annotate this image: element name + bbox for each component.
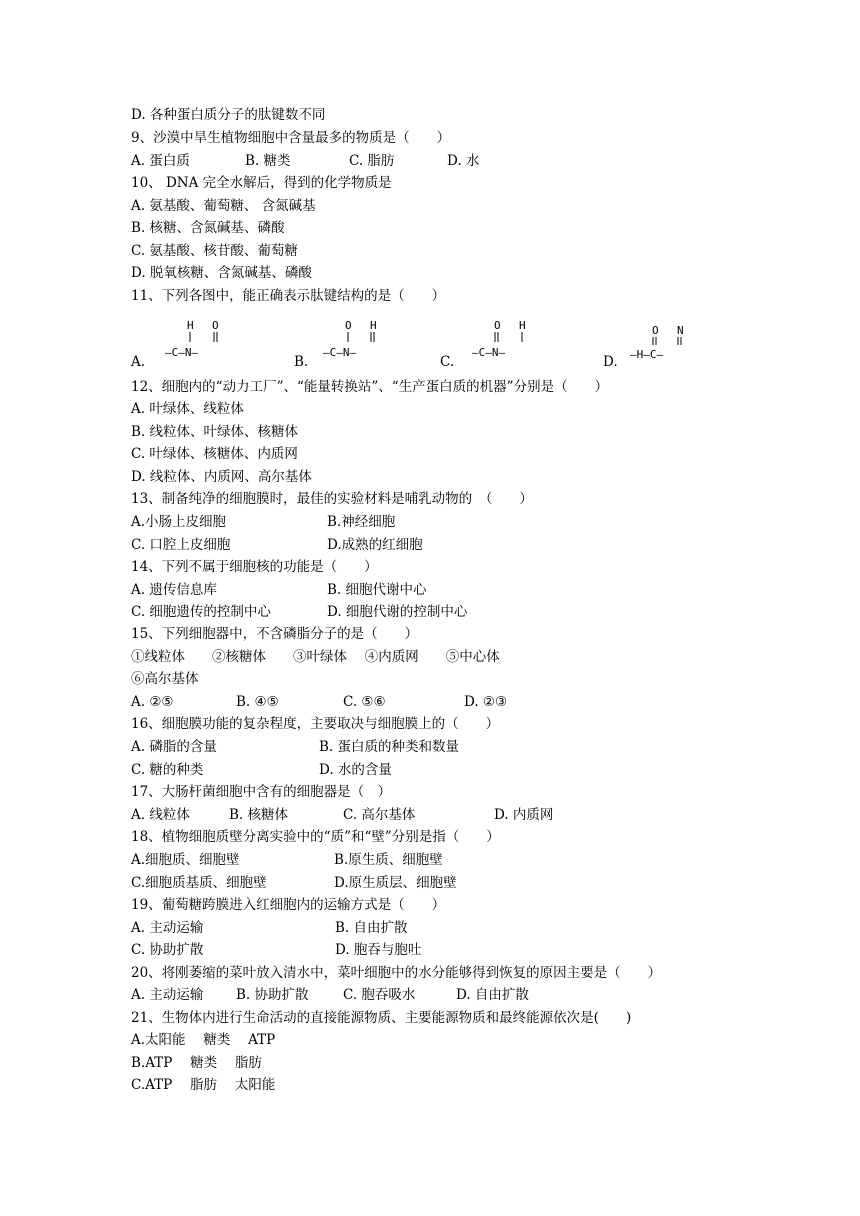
question-9: 9、沙漠中旱生植物细胞中含量最多的物质是（ ） — [131, 130, 451, 146]
question-18: 18、植物细胞质壁分离实验中的“质”和“壁”分别是指（ ） — [131, 829, 500, 845]
question-10: 10、 DNA 完全水解后，得到的化学物质是 — [131, 175, 392, 191]
q15-option-c: C. ⑤⑥ — [343, 694, 386, 710]
question-13: 13、制备纯净的细胞膜时，最佳的实验材料是哺乳动物的 （ ） — [131, 491, 533, 507]
q9-option-c: C. 脂肪 — [349, 153, 395, 169]
q14-option-d: D. 细胞代谢的控制中心 — [327, 604, 468, 620]
struct-a-top2: O — [212, 319, 219, 332]
q14-option-b: B. 细胞代谢中心 — [327, 582, 427, 598]
q15-organelle-list-cont: ⑥高尔基体 — [131, 671, 199, 687]
q16-option-a: A. 磷脂的含量 — [131, 739, 217, 755]
q11-option-c-label: C. — [440, 354, 455, 370]
q19-option-c: C. 协助扩散 — [131, 942, 204, 958]
peptide-structure-a — [165, 318, 245, 366]
struct-c-chain: —C—N— — [472, 346, 506, 359]
q11-option-a-label: A. — [131, 354, 146, 370]
q19-option-b: B. 自由扩散 — [335, 920, 408, 936]
q11-option-d-label: D. — [603, 354, 618, 370]
q21-option-a: A.太阳能 糖类 ATP — [131, 1032, 276, 1048]
q20-option-c: C. 胞吞吸水 — [343, 987, 416, 1003]
question-21: 21、生物体内进行生命活动的直接能源物质、主要能源物质和最终能源依次是( ) — [131, 1010, 632, 1026]
q15-option-a: A. ②⑤ — [131, 694, 174, 710]
q20-option-b: B. 协助扩散 — [236, 987, 309, 1003]
struct-d-chain: —H—C— — [630, 348, 664, 361]
q12-option-d: D. 线粒体、内质网、高尔基体 — [131, 469, 312, 485]
q11-option-b-label: B. — [294, 354, 309, 370]
q13-option-c: C. 口腔上皮细胞 — [131, 537, 231, 553]
q10-option-d: D. 脱氧核糖、含氮碱基、磷酸 — [131, 265, 312, 281]
struct-b-top1: O — [345, 319, 352, 332]
question-17: 17、大肠杆菌细胞中含有的细胞器是（ ） — [131, 784, 392, 800]
q14-option-a: A. 遗传信息库 — [131, 582, 217, 598]
struct-c-top2: H — [519, 319, 526, 332]
q17-option-a: A. 线粒体 — [131, 807, 190, 823]
q12-option-b: B. 线粒体、叶绿体、核糖体 — [131, 424, 299, 440]
question-20: 20、将刚萎缩的菜叶放入清水中，菜叶细胞中的水分能够得到恢复的原因主要是（ ） — [131, 965, 662, 981]
question-12: 12、细胞内的“动力工厂”、“能量转换站”、“生产蛋白质的机器”分别是（ ） — [131, 379, 609, 395]
q21-option-b: B.ATP 糖类 脂肪 — [131, 1055, 262, 1071]
q16-option-c: C. 糖的种类 — [131, 762, 204, 778]
q12-option-a: A. 叶绿体、线粒体 — [131, 401, 244, 417]
q18-option-d: D.原生质层、细胞壁 — [334, 875, 457, 891]
q15-organelle-list: ①线粒体 ②核糖体 ③叶绿体 ④内质网 ⑤中心体 — [131, 649, 500, 665]
q15-option-d: D. ②③ — [464, 694, 508, 710]
q10-option-c: C. 氨基酸、核苷酸、葡萄糖 — [131, 243, 298, 259]
struct-b-chain: —C—N— — [323, 346, 357, 359]
q9-option-b: B. 糖类 — [245, 153, 291, 169]
q18-option-a: A.细胞质、细胞壁 — [131, 852, 240, 868]
struct-a-chain: —C—N— — [165, 346, 199, 359]
question-19: 19、葡萄糖跨膜进入红细胞内的运输方式是（ ） — [131, 897, 446, 913]
q10-option-b: B. 核糖、含氮碱基、磷酸 — [131, 220, 285, 236]
q15-option-b: B. ④⑤ — [236, 694, 279, 710]
q20-option-a: A. 主动运输 — [131, 987, 204, 1003]
q19-option-d: D. 胞吞与胞吐 — [335, 942, 422, 958]
struct-c-top1: O — [494, 319, 501, 332]
q9-option-a: A. 蛋白质 — [131, 153, 190, 169]
struct-a-top1: H — [187, 319, 194, 332]
struct-d-top2: N — [677, 324, 684, 337]
question-14: 14、下列不属于细胞核的功能是（ ） — [131, 559, 378, 575]
q20-option-d: D. 自由扩散 — [456, 987, 529, 1003]
q18-option-c: C.细胞质基质、细胞壁 — [131, 875, 267, 891]
q13-option-b: B.神经细胞 — [327, 514, 396, 530]
q17-option-b: B. 核糖体 — [229, 807, 289, 823]
struct-d-top1: O — [652, 324, 659, 337]
question-16: 16、细胞膜功能的复杂程度，主要取决与细胞膜上的（ ） — [131, 716, 500, 732]
q9-option-d: D. 水 — [447, 153, 480, 169]
peptide-structure-d — [630, 318, 710, 366]
peptide-structure-c — [472, 318, 552, 366]
q8-option-d: D. 各种蛋白质分子的肽键数不同 — [131, 107, 326, 123]
q13-option-d: D.成熟的红细胞 — [327, 537, 423, 553]
q16-option-b: B. 蛋白质的种类和数量 — [319, 739, 460, 755]
q17-option-d: D. 内质网 — [494, 807, 554, 823]
q21-option-c: C.ATP 脂肪 太阳能 — [131, 1077, 276, 1093]
q13-option-a: A.小肠上皮细胞 — [131, 514, 227, 530]
q16-option-d: D. 水的含量 — [319, 762, 392, 778]
q14-option-c: C. 细胞遗传的控制中心 — [131, 604, 271, 620]
q18-option-b: B.原生质、细胞壁 — [334, 852, 443, 868]
q10-option-a: A. 氨基酸、葡萄糖、 含氮碱基 — [131, 198, 316, 214]
q12-option-c: C. 叶绿体、核糖体、内质网 — [131, 446, 298, 462]
struct-b-top2: H — [370, 319, 377, 332]
peptide-structure-b — [323, 318, 403, 366]
q19-option-a: A. 主动运输 — [131, 920, 204, 936]
question-11: 11、下列各图中，能正确表示肽键结构的是（ ） — [131, 288, 446, 304]
q17-option-c: C. 高尔基体 — [343, 807, 416, 823]
question-15: 15、下列细胞器中，不含磷脂分子的是（ ） — [131, 626, 419, 642]
